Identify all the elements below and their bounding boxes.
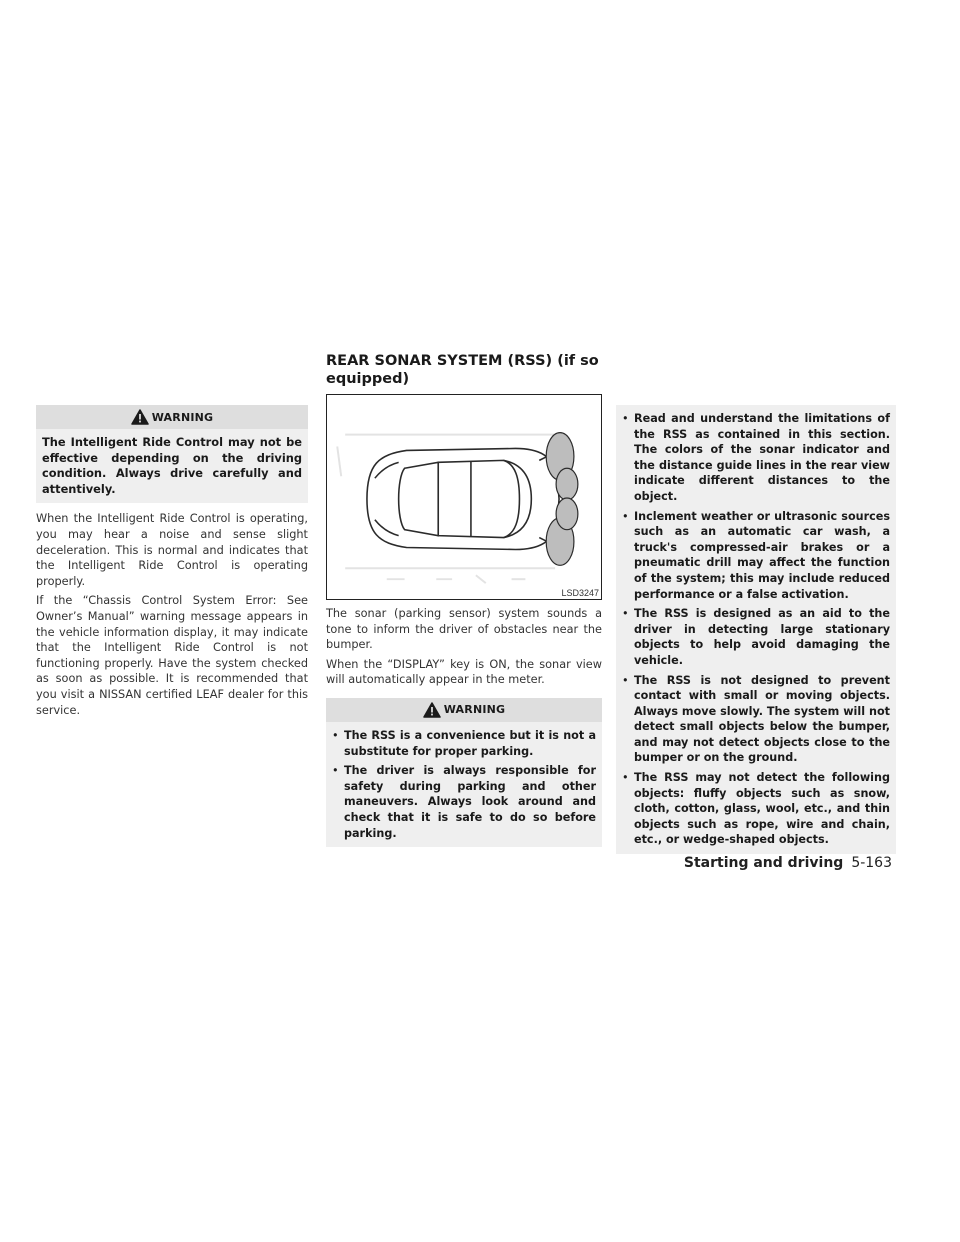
- warning-item: • The RSS is designed as an aid to the driver in detecting large stationary objects to help avoid damaging the vehicle.: [622, 606, 890, 668]
- warning-box: [36, 405, 308, 503]
- warning-box: [326, 698, 602, 847]
- warning-list-box: [616, 405, 896, 854]
- warning-text: The Intelligent Ride Control may not be effective depending on the driving condition. Always drive carefully and attentively.: [36, 429, 308, 503]
- footer-section: Starting and driving: [683, 855, 844, 871]
- column-3: [616, 405, 896, 862]
- paragraph: The sonar (parking sensor) system sounds a tone to inform the driver of obstacles near the bumper.: [326, 607, 602, 652]
- warning-triangle-icon: [131, 409, 149, 425]
- warning-item: • The RSS is not designed to prevent contact with small or moving objects. Always move slowly. The system will not detect small objects below the bumper, and may not detect objects close to the bumper or on the ground.: [622, 673, 890, 767]
- warning-continued-box: [616, 405, 896, 854]
- warning-item: • The RSS is a convenience but it is not a substitute for proper parking.: [332, 728, 596, 759]
- warning-item: • The driver is always responsible for safety during parking and other maneuvers. Always look around and check that it is safe to do so before parking.: [332, 763, 596, 841]
- warning-item: • Inclement weather or ultrasonic sources such as an automatic car wash, a truck's compressed-air brakes or a pneumatic drill may affect the function of the system; this may include reduced performance or a false activation.: [622, 509, 890, 603]
- paragraph: When the “DISPLAY” key is ON, the sonar view will automatically appear in the meter.: [326, 657, 602, 687]
- column-2: [326, 352, 602, 855]
- warning-item: • Read and understand the limitations of the RSS as contained in this section. The colors of the sonar indicator and the distance guide lines in the rear view indicate different distances to the object.: [622, 411, 890, 505]
- warning-label: WARNING: [443, 703, 506, 717]
- warning-header: [36, 405, 308, 429]
- warning-header: [326, 698, 602, 722]
- car-body: [367, 448, 559, 549]
- warning-label: WARNING: [151, 410, 214, 424]
- warning-item: • The RSS may not detect the following objects: fluffy objects such as snow, cloth, cotton, glass, wool, etc., and thin objects such as rope, wire and chain, etc., or wedge-shaped objects.: [622, 770, 890, 848]
- paragraph: If the “Chassis Control System Error: See Owner’s Manual” warning message appears in the vehicle information display, it may indicate that the Intelligent Ride Control is not functioning properly. Have the system checked as soon as possible. It is recommended that you visit a NISSAN certified LEAF dealer for this service.: [36, 594, 308, 717]
- car-top-view-illustration: [327, 395, 601, 599]
- warning-triangle-icon: [423, 702, 441, 718]
- section-title: REAR SONAR SYSTEM (RSS) (if so equipped): [326, 353, 599, 387]
- figure-id: LSD3247: [561, 588, 599, 598]
- warning-list-box: [326, 722, 602, 847]
- sonar-figure: [326, 394, 602, 600]
- column-1: [36, 405, 308, 722]
- page-footer: [684, 855, 892, 871]
- page-number: 5-163: [851, 855, 892, 871]
- paragraph: When the Intelligent Ride Control is operating, you may hear a noise and sense slight deceleration. This is normal and indicates that the Intelligent Ride Control is operating properly.: [36, 512, 308, 588]
